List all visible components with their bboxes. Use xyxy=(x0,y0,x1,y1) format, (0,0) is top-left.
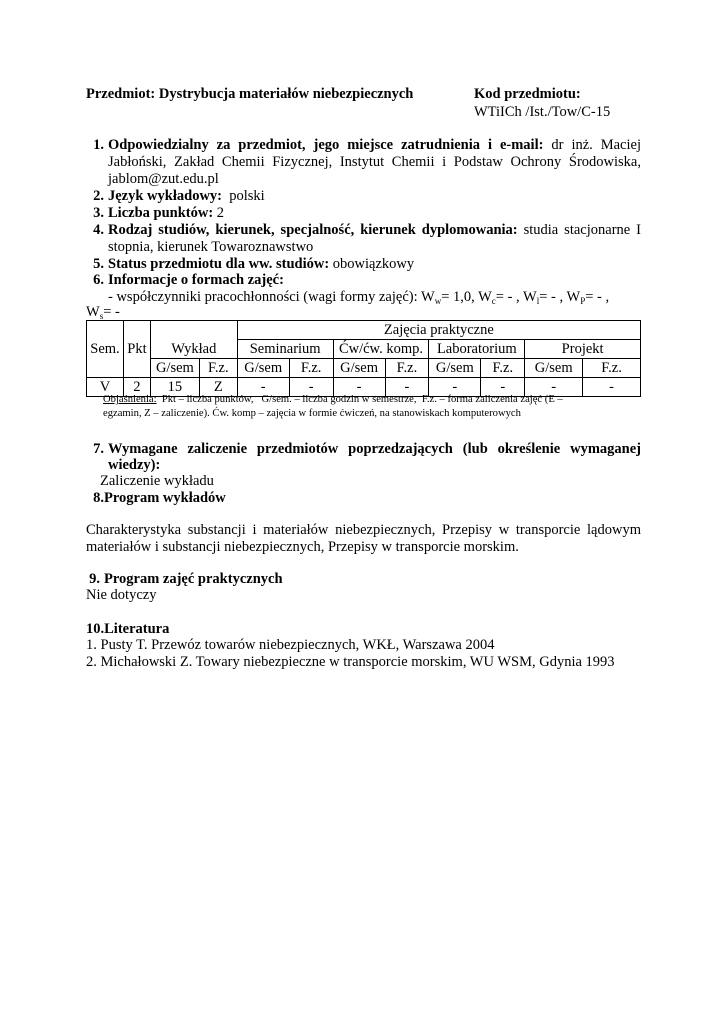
item-3-number: 3. xyxy=(93,205,104,221)
item-4-label: Rodzaj studiów, kierunek, specjalność, kierunek dyplomowania: xyxy=(108,222,518,238)
item-3-line xyxy=(108,205,224,222)
table-header-row-1 xyxy=(87,321,641,340)
header-gsem: G/sem xyxy=(237,359,289,378)
header-laboratorium: Laboratorium xyxy=(429,340,525,359)
literature-item-2: 2. Michałowski Z. Towary niebezpieczne w transporcie morskim, WU WSM, Gdynia 1993 xyxy=(86,654,615,670)
header-gsem: G/sem xyxy=(429,359,481,378)
weights-intro: - współczynniki pracochłonności (wagi formy zajęć): W xyxy=(108,289,435,305)
table-cell: - xyxy=(429,378,481,397)
header-gsem: G/sem xyxy=(150,359,199,378)
subject-heading: Przedmiot: Dystrybucja materiałów niebezpiecznych xyxy=(86,86,414,102)
header-fz: F.z. xyxy=(481,359,525,378)
item-5-label: Status przedmiotu dla ww. studiów: xyxy=(108,256,330,272)
table-note-line-2: egzamin, Z – zaliczenie). Ćw. komp – zajęcia w formie ćwiczeń, na stanowiskach komputerowych xyxy=(103,408,521,419)
table-note-line-1 xyxy=(103,393,563,407)
header-fz: F.z. xyxy=(583,359,641,378)
weight-w-sub: w xyxy=(434,296,442,306)
section-7-value: Zaliczenie wykładu xyxy=(100,473,214,489)
item-4-line-2: stopnia, kierunek Towaroznawstwo xyxy=(108,239,314,255)
item-2-label: Język wykładowy: xyxy=(108,188,222,204)
item-1-value-start: dr inż. Maciej xyxy=(551,137,641,153)
section-9-title: Program zajęć praktycznych xyxy=(104,571,283,587)
section-8-title: Program wykładów xyxy=(104,490,226,506)
item-5-number: 5. xyxy=(93,256,104,272)
item-1-line-1 xyxy=(108,137,641,154)
weight-l-value: = - , W xyxy=(539,289,581,305)
section-8-number: 8. xyxy=(93,490,104,506)
section-9-value: Nie dotyczy xyxy=(86,587,157,603)
weight-c-sub: c xyxy=(491,296,496,306)
item-1-number: 1. xyxy=(93,137,104,153)
table-cell: 15 xyxy=(150,378,199,397)
header-fz: F.z. xyxy=(199,359,237,378)
item-5-value: obowiązkowy xyxy=(332,256,415,272)
item-4-line-1 xyxy=(108,222,641,239)
table-cell: 2 xyxy=(123,378,150,397)
workload-weight-s-line xyxy=(86,304,120,321)
weight-s-prefix: W xyxy=(86,304,100,320)
section-8-text-line-1: Charakterystyka substancji i materiałów niebezpiecznych, Przepisy w transporcie lądowym xyxy=(86,522,641,538)
header-projekt: Projekt xyxy=(525,340,641,359)
item-4-value-start: studia stacjonarne I xyxy=(523,222,641,238)
literature-item-1: 1. Pusty T. Przewóz towarów niebezpiecznych, WKŁ, Warszawa 2004 xyxy=(86,637,495,653)
header-wyklad: Wykład xyxy=(150,321,237,359)
table-note-text-1: Pkt – liczba punktów, G/sem. – liczba godzin w semestrze, F.z. – forma zaliczenia zajęć (E – xyxy=(156,394,563,405)
weight-s-sub: s xyxy=(99,311,104,321)
table-cell: - xyxy=(583,378,641,397)
header-fz: F.z. xyxy=(289,359,333,378)
table-header-row-3 xyxy=(87,359,641,378)
table-cell: - xyxy=(237,378,289,397)
header-fz: F.z. xyxy=(385,359,429,378)
weight-p-sub: P xyxy=(580,296,586,306)
section-7-title-line-1: Wymagane zaliczenie przedmiotów poprzedzających (lub określenie wymaganej xyxy=(108,441,641,457)
item-6-number: 6. xyxy=(93,272,104,288)
table-cell: - xyxy=(333,378,385,397)
header-sem: Sem. xyxy=(87,321,124,378)
header-gsem: G/sem xyxy=(333,359,385,378)
weight-l-sub: l xyxy=(536,296,540,306)
table-note-label: Objaśnienia: xyxy=(103,394,157,405)
item-3-value: 2 xyxy=(216,205,225,221)
weight-c-value: = - , W xyxy=(495,289,537,305)
item-2-number: 2. xyxy=(93,188,104,204)
course-code-value: WTiICh /Ist./Tow/C-15 xyxy=(474,104,611,120)
table-cell: Z xyxy=(199,378,237,397)
weight-p-value: = - , xyxy=(585,289,610,305)
class-forms-table xyxy=(86,320,641,397)
section-8-text-line-2: materiałów i substancji niebezpiecznych, Przepisy w transporcie morskim. xyxy=(86,539,519,555)
section-9-number: 9. xyxy=(89,571,100,587)
section-10-title: 10.Literatura xyxy=(86,621,170,637)
section-7-title-line-2: wiedzy): xyxy=(108,457,161,473)
header-zajecia-praktyczne: Zajęcia praktyczne xyxy=(237,321,640,340)
item-1-line-2: Jabłoński, Zakład Chemii Fizycznej, Instytut Chemii i Podstaw Ochrony Środowiska, xyxy=(108,154,641,170)
item-3-label: Liczba punktów: xyxy=(108,205,214,221)
weight-s-value: = - xyxy=(103,304,120,320)
table-cell: - xyxy=(481,378,525,397)
table-cell: - xyxy=(525,378,583,397)
item-2-line xyxy=(108,188,265,205)
header-gsem: G/sem xyxy=(525,359,583,378)
item-2-value: polski xyxy=(229,188,265,204)
course-code-label: Kod przedmiotu: xyxy=(474,86,581,102)
item-4-number: 4. xyxy=(93,222,104,238)
workload-weights-line xyxy=(108,289,609,306)
header-seminarium: Seminarium xyxy=(237,340,333,359)
table-cell: - xyxy=(289,378,333,397)
weight-w-value: = 1,0, W xyxy=(441,289,492,305)
item-1-email: jablom@zut.edu.pl xyxy=(108,171,219,187)
header-pkt: Pkt xyxy=(123,321,150,378)
item-6-label: Informacje o formach zajęć: xyxy=(108,272,284,288)
item-1-label: Odpowiedzialny za przedmiot, jego miejsce zatrudnienia i e-mail: xyxy=(108,137,544,153)
table-cell: V xyxy=(87,378,124,397)
section-7-number: 7. xyxy=(93,441,104,457)
table-cell: - xyxy=(385,378,429,397)
item-5-line xyxy=(108,256,414,273)
header-cw-komp: Ćw/ćw. komp. xyxy=(333,340,429,359)
